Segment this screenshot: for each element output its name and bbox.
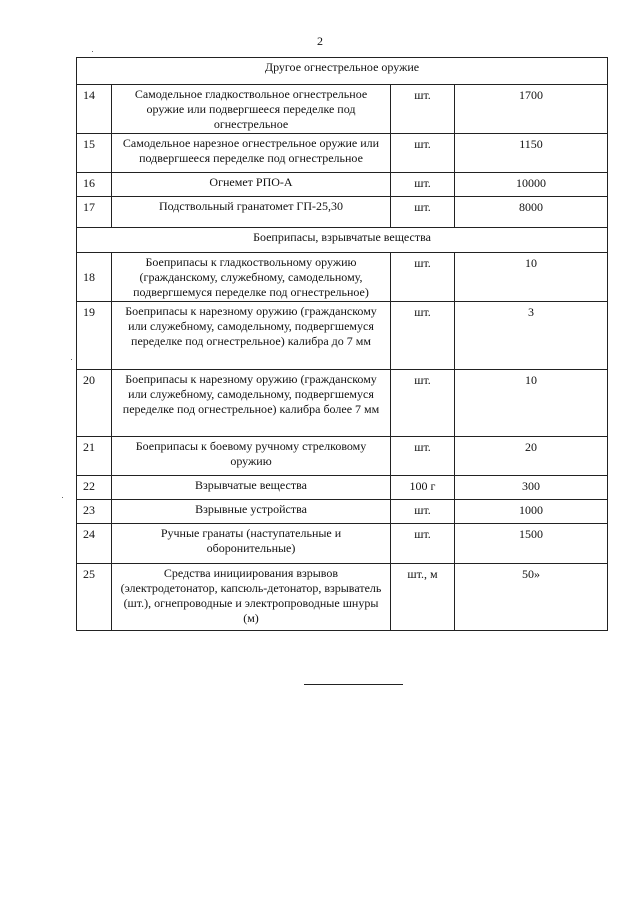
section-title: Боеприпасы, взрывчатые вещества <box>77 228 608 253</box>
item-quantity: 300 <box>455 476 608 500</box>
table-row <box>77 437 608 476</box>
item-name: Огнемет РПО-А <box>112 173 391 197</box>
item-name: Взрывные устройства <box>112 500 391 524</box>
table-row <box>77 370 608 437</box>
table-row <box>77 302 608 370</box>
row-number: 18 <box>77 253 112 302</box>
table-row <box>77 134 608 173</box>
item-unit: шт. <box>391 437 455 476</box>
row-number: 17 <box>77 197 112 228</box>
item-unit: шт. <box>391 500 455 524</box>
row-number: 20 <box>77 370 112 437</box>
section-title: Другое огнестрельное оружие <box>77 58 608 85</box>
row-number: 24 <box>77 524 112 564</box>
row-number: 16 <box>77 173 112 197</box>
table-row <box>77 476 608 500</box>
row-number: 14 <box>77 85 112 134</box>
item-quantity: 1500 <box>455 524 608 564</box>
item-unit: шт. <box>391 370 455 437</box>
table-row <box>77 524 608 564</box>
row-number: 22 <box>77 476 112 500</box>
row-number: 19 <box>77 302 112 370</box>
item-quantity: 1000 <box>455 500 608 524</box>
item-name: Самодельное нарезное огнестрельное оружие или подвергшееся переделке под огнестрельное <box>112 134 391 173</box>
table-row <box>77 500 608 524</box>
row-number: 15 <box>77 134 112 173</box>
item-unit: шт. <box>391 85 455 134</box>
scan-speck <box>92 51 93 52</box>
item-name: Боеприпасы к гладкоствольному оружию (гражданскому, служебному, самодельному, подвергшемуся переделке под огнестрельное) <box>112 253 391 302</box>
item-quantity: 1150 <box>455 134 608 173</box>
item-unit: шт. <box>391 302 455 370</box>
section-row-firearms <box>77 58 608 85</box>
item-quantity: 3 <box>455 302 608 370</box>
section-row-ammunition <box>77 228 608 253</box>
item-quantity: 10 <box>455 253 608 302</box>
item-unit: шт. <box>391 253 455 302</box>
row-number: 25 <box>77 564 112 631</box>
item-name: Самодельное гладкоствольное огнестрельное оружие или подвергшееся переделке под огнестрельное <box>112 85 391 134</box>
item-quantity: 50» <box>455 564 608 631</box>
item-quantity: 8000 <box>455 197 608 228</box>
item-quantity: 10 <box>455 370 608 437</box>
item-unit: шт. <box>391 197 455 228</box>
page-number: 2 <box>317 34 323 48</box>
item-quantity: 1700 <box>455 85 608 134</box>
scan-speck <box>62 497 63 498</box>
item-name: Боеприпасы к боевому ручному стрелковому оружию <box>112 437 391 476</box>
item-name: Подствольный гранатомет ГП-25,30 <box>112 197 391 228</box>
footer-divider <box>304 684 403 685</box>
table-row <box>77 197 608 228</box>
item-unit: шт. <box>391 173 455 197</box>
row-number: 23 <box>77 500 112 524</box>
item-name: Ручные гранаты (наступательные и оборонительные) <box>112 524 391 564</box>
scan-speck <box>71 359 72 360</box>
table-row <box>77 564 608 631</box>
item-name: Средства инициирования взрывов (электродетонатор, капсюль-детонатор, взрыватель (шт.), огнепроводные и электропроводные шнуры (м) <box>112 564 391 631</box>
table-row <box>77 85 608 134</box>
row-number: 21 <box>77 437 112 476</box>
item-unit: 100 г <box>391 476 455 500</box>
item-unit: шт., м <box>391 564 455 631</box>
item-quantity: 20 <box>455 437 608 476</box>
item-name: Боеприпасы к нарезному оружию (гражданскому или служебному, самодельному, подвергшемуся переделке под огнестрельное) калибра до 7 мм <box>112 302 391 370</box>
item-name: Взрывчатые вещества <box>112 476 391 500</box>
item-unit: шт. <box>391 524 455 564</box>
price-table <box>76 57 608 631</box>
item-quantity: 10000 <box>455 173 608 197</box>
item-unit: шт. <box>391 134 455 173</box>
item-name: Боеприпасы к нарезному оружию (гражданскому или служебному, самодельному, подвергшемуся переделке под огнестрельное) калибра более 7 мм <box>112 370 391 437</box>
table-row <box>77 253 608 302</box>
table-row <box>77 173 608 197</box>
